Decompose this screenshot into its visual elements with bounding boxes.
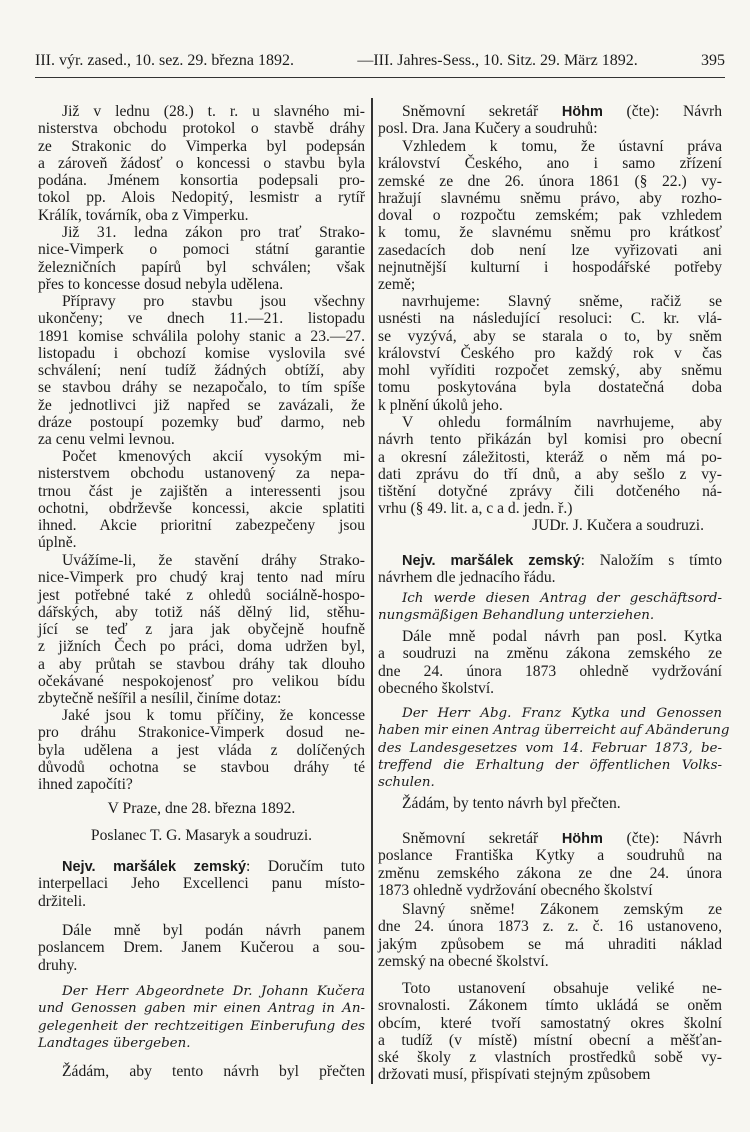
text-line: V Praze, dne 28. března 1892. xyxy=(107,800,296,817)
text-line: Přípravy pro stavbu jsou všechny xyxy=(62,293,365,310)
text-line: Počet kmenových akcií vysokým mi- xyxy=(62,448,365,465)
paragraph xyxy=(38,800,365,817)
text-line: nisterstvem obchodu ustanovený za nepa- xyxy=(38,465,365,483)
text-line: ské školy z vlastních prostředků sobě vy- xyxy=(378,1049,722,1066)
text-line: usnésti na následující resoluci: C. kr. vlá- xyxy=(378,310,722,328)
paragraph xyxy=(378,980,722,1084)
text-line: des Landesgesetzes vom 14. Februar 1873, be- xyxy=(378,740,722,756)
paragraph xyxy=(378,705,730,791)
paragraph xyxy=(378,901,722,970)
page-number: 395 xyxy=(701,52,725,69)
text-line: důvodů ochotna se stavbou dráhy té xyxy=(38,758,365,776)
text-line: že jednotlivci již napřed se zavázali, že xyxy=(38,396,365,414)
text-line: Poslanec T. G. Masaryk a soudruzi. xyxy=(90,827,313,844)
speaker-name: Nejv. maršálek zemský xyxy=(62,859,247,875)
text-line: poslance Františka Kytky a soudruhů na xyxy=(378,847,722,865)
text-line: srovnalosti. Zákonem tímto ukládá se oněm xyxy=(378,997,722,1015)
text-line: k tomu, že slavnému sněmu pro krátkosť xyxy=(378,224,722,242)
text-line: schulen. xyxy=(378,775,435,790)
text-line: zemský na obecné školství. xyxy=(378,952,549,970)
paragraph xyxy=(38,103,365,224)
text-line: země; xyxy=(378,276,416,293)
speaker-name: Höhm xyxy=(561,104,603,120)
paragraph xyxy=(378,830,722,899)
text-line: interpellaci Jeho Excellenci panu místo- xyxy=(38,875,365,893)
text-line: schválení; není tudíž žádných obtíží, aby xyxy=(38,362,365,379)
text-line: mohl vyříditi rozpočet zemský, aby sněmu xyxy=(378,362,722,379)
paragraph xyxy=(38,858,365,910)
paragraph xyxy=(378,517,722,534)
header-german: —III. Jahres-Sess., 10. Sitz. 29. März 1892. xyxy=(357,52,638,69)
text-line: und Genossen gaben mir einen Antrag in An- xyxy=(38,1001,365,1017)
text-line: dati zprávu do tří dnů, a aby sešlo z vy- xyxy=(378,465,722,483)
text-line: jest potřebné také z ohledů sociálně-hospo- xyxy=(38,586,365,604)
text-line: jící se teď z jara jak obyčejně houfně xyxy=(38,621,365,638)
paragraph xyxy=(378,628,722,697)
paragraph xyxy=(38,983,365,1052)
text-line: pro dráhu Strakonice-Vimperk dosud ne- xyxy=(38,724,365,742)
text-line: a soudruzi na změnu zákona zemského ze xyxy=(378,645,722,663)
text-line: Landtages übergeben. xyxy=(38,1035,191,1051)
text-line: Der Herr Abgeordnete Dr. Johann Kučera xyxy=(62,984,365,999)
speaker-name: Nejv. maršálek zemský xyxy=(402,553,581,569)
text-line: posl. Dra. Jana Kučery a soudruhů: xyxy=(378,120,598,138)
text-line: železničních papírů byl schválen; však xyxy=(38,258,365,276)
text-segment: (čte): Návrh xyxy=(602,103,722,120)
text-line: k plnění úkolů jeho. xyxy=(378,396,503,414)
text-line: Der Herr Abg. Franz Kytka und Genossen xyxy=(402,706,722,721)
text-line xyxy=(38,858,365,875)
text-line: Králík, továrník, oba z Vimperku. xyxy=(38,206,249,224)
text-line: za cenu velmi levnou. xyxy=(38,431,175,448)
text-line: očekávané nespokojenosť pro velikou bídu xyxy=(38,672,365,690)
text-line: obcím, které tvoří samostatný okres školní xyxy=(378,1014,722,1032)
text-line: obecného školství. xyxy=(378,679,495,697)
text-line: Dále mně byl podán návrh panem xyxy=(62,922,365,939)
paragraph xyxy=(378,293,722,414)
text-line: a tudíž (v místě) místní obecní a měšťan- xyxy=(378,1031,722,1049)
paragraph xyxy=(378,138,722,293)
text-line: doval o rozpočtu zemském; pak vzhledem xyxy=(378,207,722,224)
text-line: nejnutnější kulturní i hospodářské potřeby xyxy=(378,258,722,276)
text-line: ihned. Akcie prioritní zabezpečeny jsou xyxy=(38,517,365,534)
text-line: návrhem dle jednacího řádu. xyxy=(378,569,556,587)
text-segment: : Doručím tuto xyxy=(246,858,365,875)
text-line: a aby průtah se stavbou dráhy tak dlouho xyxy=(38,655,365,673)
text-line: Dále mně podal návrh pan posl. Kytka xyxy=(402,628,722,645)
text-line: úplně. xyxy=(38,534,77,552)
text-line: a zároveň žádosť o koncessi o stavbu byla xyxy=(38,154,365,172)
text-line: držovati musí, přispívati stejným způsobem xyxy=(378,1066,651,1084)
text-line: království Českého, ano i samo zřízení xyxy=(378,155,722,173)
text-line: gelegenheit der rechtzeitigen Einberufung des xyxy=(38,1018,365,1034)
paragraph xyxy=(378,590,722,625)
text-line: zasedacích dob není lze vyřizovati ani xyxy=(378,241,722,259)
text-line: 1891 komise schválila polohy stanic a 23.—27. xyxy=(38,327,365,345)
text-line: V ohledu formálním navrhujeme, aby xyxy=(402,414,722,431)
text-line: ihned započíti? xyxy=(38,776,133,793)
text-line: dne 24. února 1873 z. z. č. 16 ustanoveno, xyxy=(378,918,722,936)
text-line: Žádám, aby tento návrh byl přečten xyxy=(62,1063,365,1080)
paragraph xyxy=(38,552,365,707)
text-line: Uvážíme-li, že stavění dráhy Strako- xyxy=(62,552,365,569)
paragraph xyxy=(38,1063,365,1080)
paragraph xyxy=(38,922,365,974)
text-segment: : Naložím s tímto xyxy=(580,552,722,569)
text-line: zemské ze dne 26. února 1861 (§ 22.) vy- xyxy=(378,172,722,190)
text-line: se stavbou dráhy se nezapočalo, to tím spíše xyxy=(38,379,365,397)
text-line: království Českého pro každý rok v čas xyxy=(378,344,722,362)
text-line: zbytečně nešířil a nesílil, činíme dotaz: xyxy=(38,690,282,707)
text-line: hražují slavnému sněmu právo, aby rozho- xyxy=(378,189,722,207)
text-line: nisterstva obchodu protokol o stavbě dráhy xyxy=(38,120,365,138)
text-line: 1873 ohledně vydržování obecného školství xyxy=(378,881,653,899)
paragraph xyxy=(378,414,722,518)
text-line: Již v lednu (28.) t. r. u slavného mi- xyxy=(62,103,365,120)
text-line: dráze postoupí pozemky buď darmo, neb xyxy=(38,413,365,431)
text-line: byla udělena a jest vláda z dolíčených xyxy=(38,741,365,759)
text-line: dářských, aby totiž náš dělný lid, stěhu- xyxy=(38,603,365,621)
text-line: dne 24. února 1873 ohledně vydržování xyxy=(378,662,722,680)
text-line: držiteli. xyxy=(38,892,87,910)
text-line: nice-Vimperk pro chudý kraj tento nad míru xyxy=(38,569,365,587)
text-segment: Sněmovní sekretář xyxy=(402,830,562,847)
paragraph xyxy=(378,552,722,587)
text-line: JUDr. J. Kučera a soudruzi. xyxy=(532,517,704,534)
text-line: druhy. xyxy=(38,956,78,974)
speaker-name: Höhm xyxy=(561,831,603,847)
text-segment: (čte): Návrh xyxy=(602,830,722,847)
text-line: navrhujeme: Slavný sněme, račiž se xyxy=(402,293,722,310)
paragraph xyxy=(38,293,365,448)
text-line: ochotni, obdrževše koncessi, akcie splatiti xyxy=(38,499,365,517)
text-line: trnou část je zajištěn a interessenti jsou xyxy=(38,482,365,500)
text-line: tištění dotyčné zprávy čili dotčeného ná- xyxy=(378,483,722,500)
text-line: tomu poskytována byla dostatečná doba xyxy=(378,379,722,397)
text-line: Vzhledem k tomu, že ústavní práva xyxy=(402,138,722,155)
text-line: a okresní záležitosti, kteráž o něm má po- xyxy=(378,448,722,466)
text-line: jakým způsobem se má uhraditi náklad xyxy=(378,935,722,953)
text-line: ze Strakonic do Vimperka byl podepsán xyxy=(38,137,365,155)
text-line xyxy=(378,103,722,120)
text-line: nungsmäßigen Behandlung unterziehen. xyxy=(378,608,655,624)
paragraph xyxy=(38,707,365,793)
text-line: návrh tento přikázán byl komisi pro obecní xyxy=(378,431,722,449)
paragraph xyxy=(38,827,365,844)
text-line: poslancem Drem. Janem Kučerou a sou- xyxy=(38,939,365,957)
paragraph xyxy=(38,224,365,293)
text-line: Žádám, by tento návrh byl přečten. xyxy=(402,795,621,812)
text-line: tokol pp. Alois Nedopitý, lesmistr a rytíř xyxy=(38,189,365,207)
text-line: změnu zemského zákona ze dne 24. února xyxy=(378,864,722,882)
text-line xyxy=(378,830,722,847)
text-line: se vyzývá, aby se starala o to, by sněm xyxy=(378,327,722,345)
text-line: Ich werde diesen Antrag der geschäftsord- xyxy=(402,591,722,606)
text-line: přes to koncesse dosud nebyla udělena. xyxy=(38,275,284,293)
column-divider xyxy=(371,98,373,1084)
text-line: treffend die Erhaltung der öffentlichen Volks- xyxy=(378,757,722,773)
text-line: podána. Jménem konsortia podepsali pro- xyxy=(38,172,365,189)
paragraph xyxy=(38,448,365,552)
text-line: vrhu (§ 49. lit. a, c a d. jedn. ř.) xyxy=(378,500,573,518)
text-line xyxy=(378,552,722,569)
text-line: haben mir einen Antrag überreicht auf Abänderung xyxy=(378,723,730,739)
text-segment: Sněmovní sekretář xyxy=(402,103,562,120)
paragraph xyxy=(378,795,722,812)
text-line: listopadu i obchozí komise vyslovila své xyxy=(38,344,365,362)
header-czech: III. výr. zased., 10. sez. 29. března 1892. xyxy=(35,52,295,69)
paragraph xyxy=(378,103,722,138)
text-line: ukončeny; ve dnech 11.—21. listopadu xyxy=(38,310,365,328)
text-line: Toto ustanovení obsahuje veliké ne- xyxy=(402,980,722,997)
text-line: Slavný sněme! Zákonem zemským ze xyxy=(402,901,722,918)
running-header xyxy=(35,52,725,78)
text-line: Již 31. ledna zákon pro trať Strako- xyxy=(62,224,365,241)
text-line: z jižních Čech po práci, doma udržen byl, xyxy=(38,638,365,656)
text-line: nice-Vimperk o pomoci státní garantie xyxy=(38,241,365,259)
text-line: Jaké jsou k tomu příčiny, že koncesse xyxy=(62,707,365,724)
